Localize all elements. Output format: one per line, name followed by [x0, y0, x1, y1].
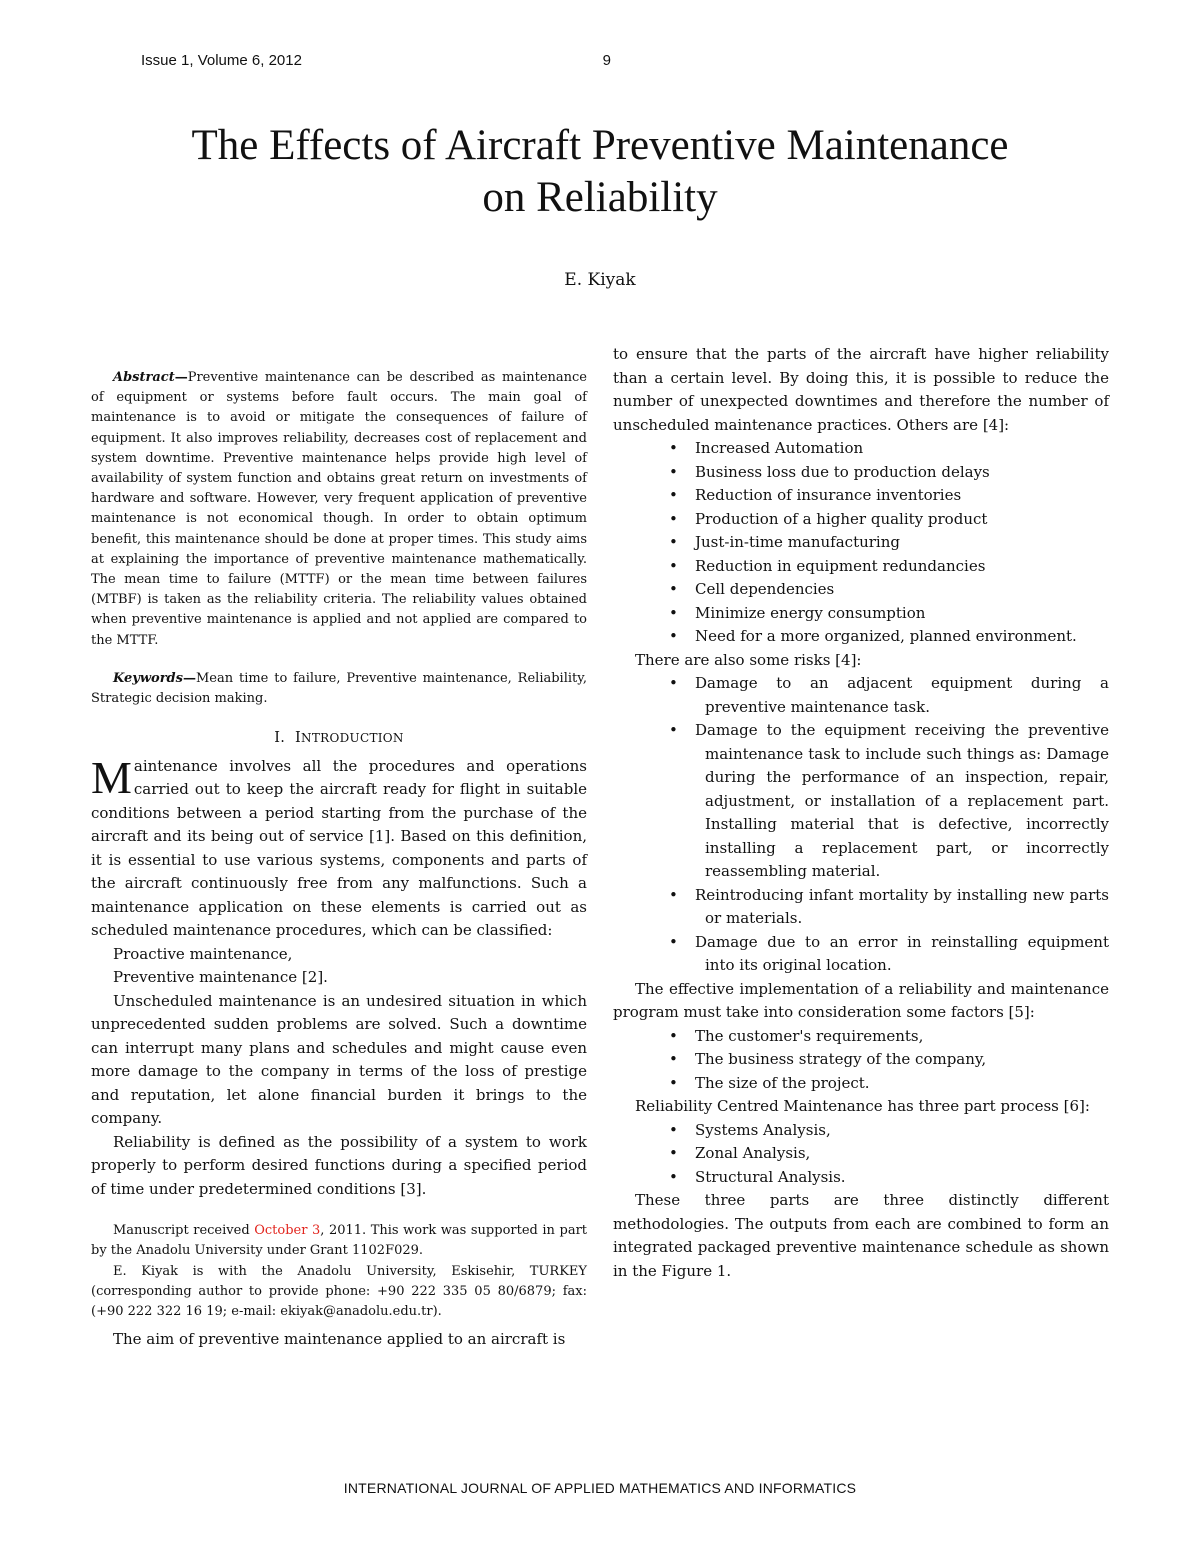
- title-line-1: The Effects of Aircraft Preventive Maintenance: [191, 122, 1009, 169]
- drop-cap: M: [91, 751, 132, 803]
- bullet-icon: •: [669, 1144, 678, 1162]
- list-item-text: Need for a more organized, planned environment.: [695, 627, 1077, 645]
- bullet-icon: •: [669, 603, 678, 622]
- footnote-manuscript: [91, 1221, 587, 1261]
- list-item: [613, 672, 1109, 719]
- list-item: [613, 1142, 1109, 1166]
- abstract-text: Preventive maintenance can be described as maintenance of equipment or systems before fault occurs. The main goal of maintenance is to avoid or mitigate the consequences of failure of equipment. It also improves reliability, decreases cost of replacement and system downtime. Preventive maintenance helps provide high level of availability of system function and obtains great return on investments of hardware and software. However, very frequent application of preventive maintenance is not economical though. In order to obtain optimum benefit, this maintenance should be done at proper times. This study aims at explaining the importance of preventive maintenance mathematically. The mean time to failure (MTTF) or the mean time between failures (MTBF) is taken as the reliability criteria. The reliability values obtained when preventive maintenance is applied and not applied are compared to the MTTF.: [91, 370, 587, 648]
- bullet-icon: •: [669, 1120, 678, 1139]
- left-column: [91, 368, 587, 1352]
- bullet-icon: •: [669, 932, 678, 951]
- list-item-text: Increased Automation: [695, 439, 864, 457]
- bullet-icon: •: [669, 885, 678, 904]
- list-item: [613, 1166, 1109, 1190]
- rcm-parts-list: [613, 1119, 1109, 1190]
- journal-footer: INTERNATIONAL JOURNAL OF APPLIED MATHEMATICS AND INFORMATICS: [343, 1480, 857, 1496]
- bullet-icon: •: [669, 462, 678, 481]
- right-column: [613, 343, 1109, 1283]
- bullet-icon: •: [669, 533, 678, 551]
- paper-title: [0, 120, 1200, 224]
- list-item-text: Reduction of insurance inventories: [695, 486, 962, 504]
- author-name: E. Kiyak: [564, 270, 636, 290]
- list-item-text: Systems Analysis,: [695, 1120, 831, 1139]
- page-number: 9: [602, 52, 611, 69]
- keywords-text: Mean time to failure, Preventive maintenance, Reliability, Strategic decision making.: [91, 670, 587, 707]
- issue-label: Issue 1, Volume 6, 2012: [141, 52, 302, 69]
- keywords: [91, 669, 587, 709]
- bullet-icon: •: [669, 439, 678, 457]
- intro-paragraph-1-text: aintenance involves all the procedures and operations carried out to keep the aircraft ready for flight in suitable conditions between a period starting from the purchase of the aircraft and its being out of service [1]. Based on this definition, it is essential to use various systems, components and parts of the aircraft continuously free from any malfunctions. Such a maintenance application on these elements is carried out as scheduled maintenance procedures, which can be classified:: [91, 756, 587, 940]
- section-title-first: I: [295, 730, 302, 747]
- list-item: [613, 555, 1109, 579]
- list-item: [613, 602, 1109, 626]
- footnote-date-link[interactable]: October 3: [254, 1223, 321, 1239]
- closing-paragraph: These three parts are three distinctly different methodologies. The outputs from each are combined to form an integrated packaged preventive maintenance schedule as shown in the Figure 1.: [613, 1191, 1109, 1280]
- bullet-icon: •: [669, 674, 678, 692]
- list-item: [613, 931, 1109, 978]
- left-last-paragraph: The aim of preventive maintenance applied to an aircraft is: [113, 1330, 566, 1349]
- list-item: [613, 625, 1109, 649]
- title-line-2: on Reliability: [482, 174, 718, 221]
- list-item-text: Minimize energy consumption: [695, 603, 926, 622]
- bullet-icon: •: [669, 627, 678, 645]
- bullet-icon: •: [669, 556, 678, 575]
- abstract: [91, 368, 587, 651]
- factors-list: [613, 1025, 1109, 1096]
- risks-intro: There are also some risks [4]:: [635, 650, 862, 669]
- list-item: [613, 1072, 1109, 1096]
- footnote-author-info: E. Kiyak is with the Anadolu University, Eskisehir, TURKEY (corresponding author to provide phone: +90 222 335 05 80/6879; fax: (+90 222 322 16 19; e-mail: ekiyak@anadolu.edu.tr).: [91, 1263, 587, 1320]
- list-item: [613, 884, 1109, 931]
- list-item: [613, 578, 1109, 602]
- list-item-text: Reintroducing infant mortality by installing new parts or materials.: [695, 885, 1109, 927]
- class-item-preventive: Preventive maintenance [2].: [113, 968, 328, 987]
- risks-list: [613, 672, 1109, 978]
- list-item-text: Zonal Analysis,: [695, 1144, 811, 1162]
- list-item-text: The customer's requirements,: [695, 1026, 924, 1045]
- footnote: [91, 1221, 587, 1322]
- keywords-label: Keywords: [113, 670, 183, 686]
- list-item-text: Damage due to an error in reinstalling equipment into its original location.: [695, 932, 1109, 974]
- continued-paragraph: to ensure that the parts of the aircraft have higher reliability than a certain level. By doing this, it is possible to reduce the number of unexpected downtimes and therefore the number of unscheduled maintenance practices. Others are [4]:: [613, 345, 1109, 434]
- intro-paragraph-2: Unscheduled maintenance is an undesired situation in which unprecedented sudden problems are solved. Such a downtime can interrupt many plans and schedules and might cause even more damage to the company in terms of the loss of prestige and reputation, let alone financial burden it brings to the company.: [91, 991, 587, 1128]
- list-item-text: Business loss due to production delays: [695, 462, 990, 481]
- list-item: [613, 1025, 1109, 1049]
- list-item: [613, 461, 1109, 485]
- bullet-icon: •: [669, 1026, 678, 1045]
- section-heading-introduction: [91, 727, 587, 751]
- running-header: [141, 52, 611, 69]
- others-list: [613, 437, 1109, 649]
- list-item-text: Reduction in equipment redundancies: [695, 556, 986, 575]
- bullet-icon: •: [669, 1073, 678, 1092]
- rcm-intro: Reliability Centred Maintenance has three part process [6]:: [635, 1097, 1090, 1115]
- list-item-text: Damage to the equipment receiving the preventive maintenance task to include such things as: Damage during the performance of an inspection, repair, adjustment, or installation of a replacement part. Installing material that is defective, incorrectly installing a replacement part, or incorrectly reassembling material.: [695, 721, 1109, 880]
- bullet-icon: •: [669, 1050, 678, 1068]
- bullet-icon: •: [669, 509, 678, 528]
- section-number: I.: [274, 730, 286, 747]
- list-item: [613, 531, 1109, 555]
- bullet-icon: •: [669, 1167, 678, 1186]
- list-item: [613, 1119, 1109, 1143]
- list-item-text: Damage to an adjacent equipment during a preventive maintenance task.: [695, 674, 1109, 716]
- section-title-rest: NTRODUCTION: [301, 731, 404, 746]
- list-item: [613, 484, 1109, 508]
- bullet-icon: •: [669, 486, 678, 504]
- keywords-dash: —: [182, 670, 196, 686]
- bullet-icon: •: [669, 721, 678, 739]
- list-item: [613, 437, 1109, 461]
- list-item-text: The size of the project.: [695, 1073, 870, 1092]
- list-item-text: Structural Analysis.: [695, 1167, 846, 1186]
- list-item-text: The business strategy of the company,: [695, 1050, 987, 1068]
- abstract-label: Abstract: [113, 370, 175, 385]
- list-item-text: Just-in-time manufacturing: [695, 533, 900, 551]
- footnote-manuscript-post: , 2011. This work was supported in part by the Anadolu University under Grant 1102F029.: [91, 1223, 588, 1259]
- footnote-manuscript-pre: Manuscript received: [113, 1223, 255, 1239]
- intro-paragraph-3: Reliability is defined as the possibility of a system to work properly to perform desired functions during a specified period of time under predetermined conditions [3].: [91, 1132, 587, 1198]
- list-item: [613, 508, 1109, 532]
- list-item: [613, 719, 1109, 884]
- abstract-dash: —: [174, 370, 188, 385]
- factors-intro: The effective implementation of a reliability and maintenance program must take into consideration some factors [5]:: [613, 979, 1109, 1021]
- list-item: [613, 1048, 1109, 1072]
- list-item-text: Production of a higher quality product: [695, 509, 988, 528]
- bullet-icon: •: [669, 580, 678, 598]
- class-item-proactive: Proactive maintenance,: [113, 944, 293, 963]
- list-item-text: Cell dependencies: [695, 580, 835, 598]
- intro-paragraph-1: [91, 751, 587, 943]
